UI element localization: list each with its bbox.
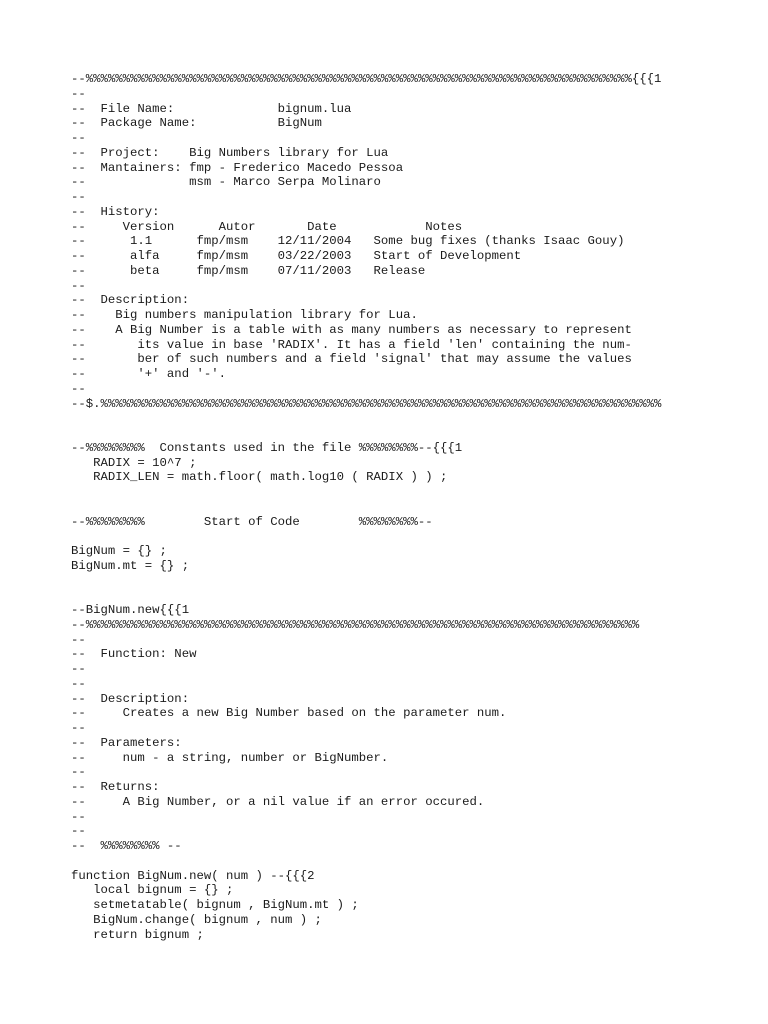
code-line: -- — [71, 381, 86, 396]
code-line: --BigNum.new{{{1 — [71, 603, 190, 617]
code-line: -- Description: — [71, 293, 190, 308]
code-line: -- its value in base 'RADIX'. It has a field 'len' containing the num- — [71, 337, 632, 352]
code-line: -- num - a string, number or BigNumber. — [71, 750, 389, 765]
code-line: -- Function: New — [71, 647, 197, 662]
code-line: -- — [71, 131, 86, 145]
code-line: -- A Big Number is a table with as many numbers as necessary to represent — [71, 322, 632, 337]
code-line: --%%%%%%%% Constants used in the file %%%%%%%%--{{{1 — [71, 440, 463, 455]
code-line: -- — [71, 190, 86, 204]
code-line: -- History: — [71, 204, 160, 219]
code-line: -- Returns: — [71, 780, 160, 794]
code-line: -- Project: Big Numbers library for Lua — [71, 145, 389, 160]
code-line: -- msm - Marco Serpa Molinaro — [71, 175, 381, 190]
code-line: -- — [71, 86, 86, 101]
code-line: -- Mantainers: fmp - Frederico Macedo Pessoa — [71, 160, 404, 175]
code-line: -- %%%%%%%% -- — [71, 839, 182, 853]
code-line: -- ber of such numbers and a field 'signal' that may assume the values — [71, 352, 632, 367]
code-line: BigNum = {} ; — [71, 544, 167, 558]
code-line: -- Big numbers manipulation library for Lua. — [71, 308, 418, 322]
code-line — [71, 854, 661, 869]
source-code-listing — [71, 72, 661, 942]
code-line: --%%%%%%%%%%%%%%%%%%%%%%%%%%%%%%%%%%%%%%%%%%%%%%%%%%%%%%%%%%%%%%%%%%%%%%%%%%% — [71, 617, 640, 632]
code-line — [71, 426, 661, 441]
code-line: RADIX = 10^7 ; — [71, 455, 197, 470]
code-line: -- Parameters: — [71, 735, 182, 750]
code-line: -- beta fmp/msm 07/11/2003 Release — [71, 263, 426, 278]
code-line: --%%%%%%%%%%%%%%%%%%%%%%%%%%%%%%%%%%%%%%%%%%%%%%%%%%%%%%%%%%%%%%%%%%%%%%%%%%{{{1 — [71, 72, 662, 86]
code-line: BigNum.mt = {} ; — [71, 558, 190, 573]
code-line: -- '+' and '-'. — [71, 367, 226, 381]
code-line — [71, 411, 661, 426]
code-line — [71, 588, 661, 603]
code-line — [71, 500, 661, 515]
code-line: -- — [71, 765, 86, 780]
code-line: --%%%%%%%% Start of Code %%%%%%%%-- — [71, 514, 433, 529]
code-line: -- — [71, 632, 86, 647]
code-line: RADIX_LEN = math.floor( math.log10 ( RADIX ) ) ; — [71, 470, 448, 485]
code-line: local bignum = {} ; — [71, 883, 234, 898]
code-line: -- — [71, 809, 86, 824]
code-line — [71, 574, 661, 589]
code-line: -- A Big Number, or a nil value if an error occured. — [71, 794, 485, 809]
code-line: -- — [71, 676, 86, 691]
code-line: --$.%%%%%%%%%%%%%%%%%%%%%%%%%%%%%%%%%%%%%%%%%%%%%%%%%%%%%%%%%%%%%%%%%%%%%%%%%%%% — [71, 396, 662, 411]
code-line: return bignum ; — [71, 927, 204, 942]
code-line: -- — [71, 824, 86, 839]
code-line: -- Version Autor Date Notes — [71, 219, 463, 234]
code-line: -- alfa fmp/msm 03/22/2003 Start of Development — [71, 249, 522, 263]
code-line: -- File Name: bignum.lua — [71, 101, 352, 116]
code-line: -- — [71, 721, 86, 735]
code-line — [71, 529, 661, 544]
code-line: -- 1.1 fmp/msm 12/11/2004 Some bug fixes (thanks Isaac Gouy) — [71, 234, 625, 249]
code-line: BigNum.change( bignum , num ) ; — [71, 912, 322, 927]
code-line: -- Package Name: BigNum — [71, 116, 322, 131]
code-line: -- Creates a new Big Number based on the parameter num. — [71, 706, 507, 721]
code-line: -- — [71, 278, 86, 293]
code-line: setmetatable( bignum , BigNum.mt ) ; — [71, 898, 359, 912]
code-line: function BigNum.new( num ) --{{{2 — [71, 868, 315, 883]
code-line — [71, 485, 661, 500]
code-line: -- — [71, 662, 86, 676]
code-line: -- Description: — [71, 691, 190, 706]
